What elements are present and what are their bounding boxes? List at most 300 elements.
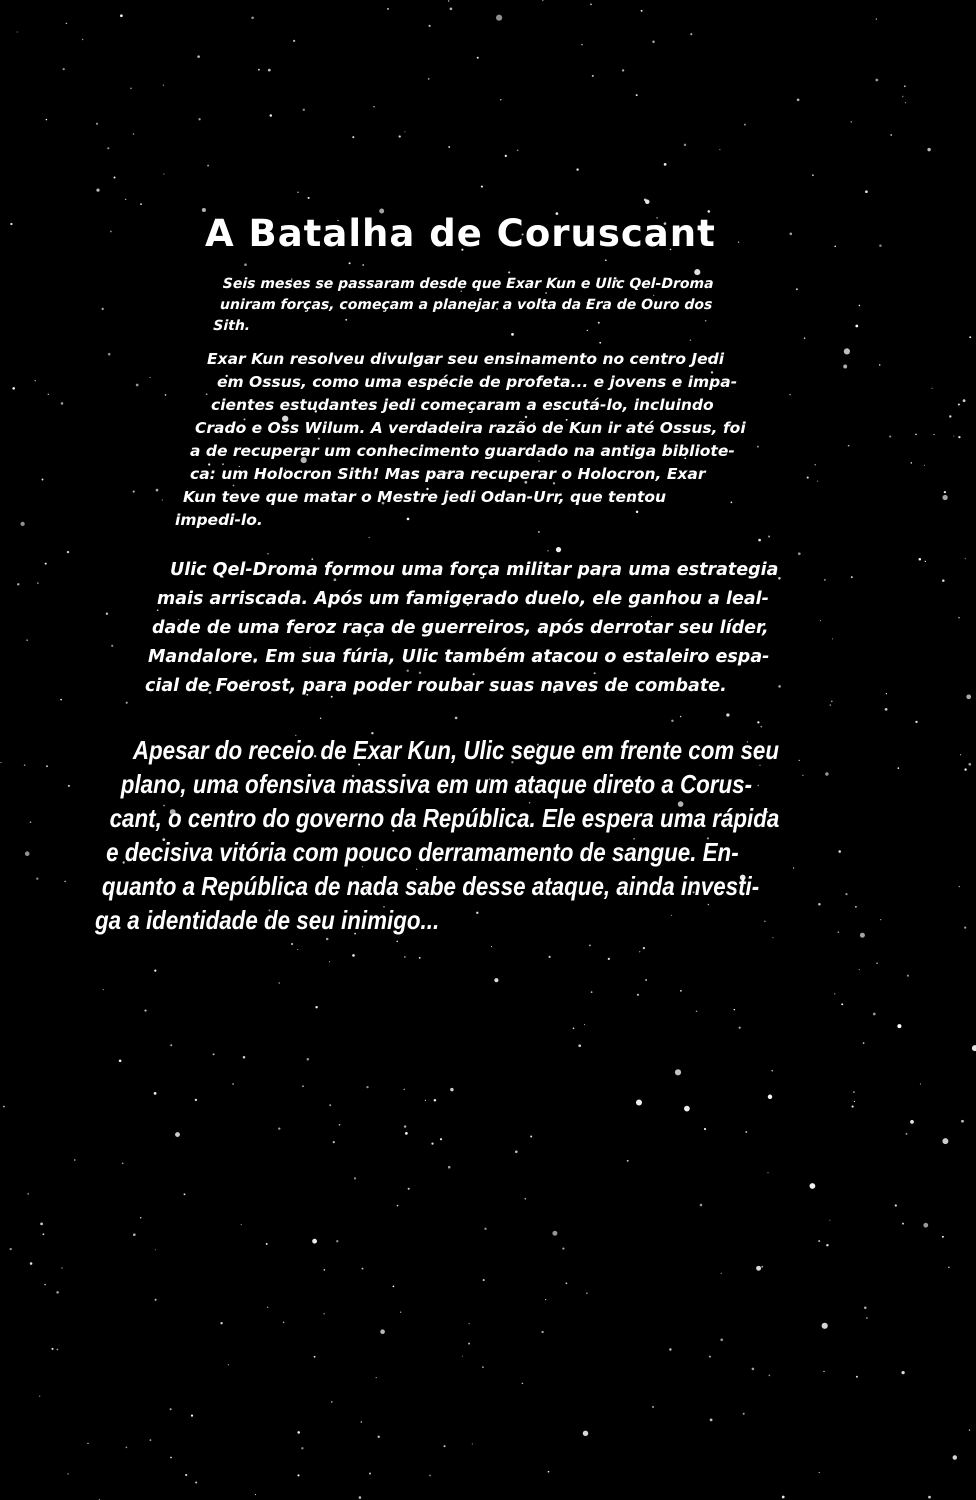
star: [949, 415, 951, 417]
star: [969, 336, 971, 338]
star: [772, 937, 773, 938]
star: [170, 1408, 172, 1410]
star: [314, 1356, 316, 1358]
star: [144, 1010, 146, 1012]
star: [832, 638, 833, 639]
star: [734, 1009, 736, 1011]
star: [3, 1106, 5, 1108]
star: [82, 39, 83, 40]
star: [56, 1349, 58, 1351]
star: [924, 465, 925, 466]
star: [48, 394, 49, 395]
star: [829, 1220, 830, 1221]
star: [636, 1099, 642, 1105]
star: [515, 1150, 518, 1153]
star: [448, 146, 450, 148]
star: [627, 1160, 629, 1162]
star: [895, 1204, 897, 1206]
star: [927, 148, 930, 151]
star: [125, 199, 126, 200]
star: [589, 944, 591, 946]
star: [170, 1044, 172, 1046]
star: [279, 982, 280, 983]
star: [852, 1106, 854, 1108]
star: [972, 1045, 976, 1051]
star: [133, 491, 135, 493]
star: [114, 177, 116, 179]
star: [622, 69, 624, 71]
star: [133, 1233, 136, 1236]
star: [496, 15, 502, 21]
star: [696, 1010, 698, 1012]
star: [863, 1042, 865, 1044]
star: [393, 1286, 395, 1288]
star: [266, 1243, 268, 1245]
star: [757, 446, 759, 448]
star: [834, 993, 835, 994]
star: [834, 245, 836, 247]
paragraph-line: cial de Foerost, para poder roubar suas naves de combate.: [145, 676, 727, 696]
star: [541, 1331, 543, 1333]
star: [291, 943, 293, 945]
star: [838, 850, 841, 853]
star: [255, 1494, 256, 1495]
star: [140, 203, 142, 205]
paragraph-line: impedi-lo.: [175, 511, 263, 529]
star: [796, 288, 798, 290]
star: [953, 436, 954, 437]
star: [361, 1421, 362, 1422]
star: [232, 1083, 234, 1085]
star: [315, 1006, 317, 1008]
star: [67, 1473, 68, 1474]
star: [302, 1085, 304, 1087]
star: [191, 1415, 193, 1417]
star: [720, 1339, 723, 1342]
star: [111, 645, 113, 647]
star: [932, 388, 933, 389]
star: [797, 98, 800, 101]
star: [820, 620, 821, 621]
star: [961, 1120, 964, 1123]
star: [326, 938, 329, 941]
star: [35, 380, 36, 381]
paragraph-line: e decisiva vitória com pouco derramamento de sangue. En-: [106, 837, 739, 867]
paragraph-line: dade de uma feroz raça de guerreiros, após derrotar seu líder,: [152, 618, 769, 638]
star: [283, 1322, 285, 1324]
star: [860, 933, 865, 938]
star: [64, 881, 66, 883]
star: [376, 1377, 377, 1378]
star: [968, 763, 971, 766]
star: [440, 1138, 442, 1140]
star: [680, 990, 682, 992]
star: [902, 1223, 904, 1225]
star: [700, 1204, 703, 1207]
star: [251, 16, 254, 19]
star: [901, 1371, 904, 1374]
star: [919, 558, 922, 561]
paragraph-line: Apesar do receio de Exar Kun, Ulic segue em frente com seu: [132, 735, 780, 765]
star: [652, 1406, 654, 1408]
star: [864, 1306, 867, 1309]
star: [241, 1224, 242, 1225]
star: [126, 1447, 128, 1449]
star: [419, 957, 421, 959]
star: [387, 8, 389, 10]
star: [815, 464, 816, 465]
star: [841, 1003, 843, 1005]
paragraph-line: a de recuperar um conhecimento guardado na antiga bibliote-: [190, 442, 735, 460]
star: [336, 1240, 338, 1242]
star: [807, 477, 809, 479]
star: [793, 867, 794, 868]
star: [824, 579, 826, 581]
star: [739, 1027, 741, 1029]
paragraph-line: Mandalore. Em sua fúria, Ulic também atacou o estaleiro espa-: [148, 647, 770, 667]
star: [40, 1223, 43, 1226]
star: [477, 57, 479, 59]
star: [61, 402, 64, 405]
star: [709, 1356, 711, 1358]
star: [448, 0, 449, 1]
star: [873, 1013, 876, 1016]
star: [831, 701, 833, 703]
star: [830, 704, 831, 705]
star: [855, 906, 857, 908]
star: [404, 1089, 405, 1090]
star: [848, 445, 850, 447]
star: [1, 762, 2, 763]
star: [469, 1323, 470, 1324]
star: [293, 40, 295, 42]
star: [960, 754, 961, 755]
star: [761, 1266, 763, 1268]
star: [12, 387, 15, 390]
star: [494, 978, 498, 982]
star: [156, 489, 159, 492]
star: [845, 893, 847, 895]
star: [910, 1120, 914, 1124]
star: [195, 1481, 197, 1483]
intro-paragraph-1: [199, 274, 714, 337]
star: [67, 551, 69, 553]
star: [904, 85, 906, 87]
star: [150, 377, 151, 378]
star: [297, 191, 299, 193]
star: [584, 1024, 585, 1025]
star: [876, 18, 877, 19]
star: [958, 436, 960, 438]
star: [220, 1322, 222, 1324]
star: [573, 1027, 575, 1029]
star: [243, 1056, 246, 1059]
paragraph-line: Kun teve que matar o Mestre jedi Odan-Urr, que tentou: [183, 488, 667, 506]
star: [851, 121, 852, 122]
star: [404, 131, 405, 132]
star: [333, 1141, 335, 1143]
star: [431, 1142, 433, 1144]
star: [545, 1299, 546, 1300]
paragraph-line: Exar Kun resolveu divulgar seu ensinamento no centro Jedi: [207, 350, 725, 368]
star: [804, 338, 805, 339]
paragraph-line: cant, o centro do governo da República. Ele espera uma rápida: [109, 803, 780, 833]
star: [778, 577, 781, 580]
star: [331, 1401, 333, 1403]
star: [525, 1198, 527, 1200]
star: [258, 69, 260, 71]
star: [844, 348, 850, 354]
star: [468, 1343, 470, 1345]
star: [37, 582, 38, 583]
star: [25, 851, 30, 856]
star: [106, 613, 108, 615]
star: [798, 552, 801, 555]
star: [726, 713, 729, 716]
star: [645, 200, 650, 205]
star: [185, 1474, 187, 1476]
star: [396, 941, 398, 943]
star: [448, 1166, 451, 1169]
star: [505, 155, 507, 157]
star: [481, 186, 483, 188]
star: [825, 772, 828, 775]
star: [359, 1496, 362, 1499]
star: [890, 134, 892, 136]
star: [556, 547, 561, 552]
star: [30, 821, 32, 823]
star: [915, 434, 917, 436]
star: [802, 775, 803, 776]
star: [743, 1413, 745, 1415]
star: [522, 1383, 524, 1385]
star: [637, 994, 639, 996]
paragraph-line: plano, uma ofensiva massiva em um ataque direto a Corus-: [120, 769, 753, 799]
star: [911, 462, 913, 464]
star: [690, 340, 691, 341]
star: [897, 767, 899, 769]
star: [771, 1070, 773, 1072]
star: [817, 481, 818, 482]
star: [925, 561, 926, 562]
star: [756, 1266, 761, 1271]
star: [96, 123, 98, 125]
star: [586, 1293, 587, 1294]
star: [818, 1240, 820, 1242]
intro-paragraph-4: [95, 733, 779, 937]
star: [745, 1131, 747, 1133]
star: [552, 1231, 557, 1236]
star: [778, 685, 781, 688]
star: [43, 1233, 45, 1235]
star: [369, 537, 370, 538]
star: [320, 718, 321, 719]
star: [267, 553, 268, 554]
star: [590, 4, 592, 6]
star: [373, 106, 374, 107]
paragraph-line: cientes estudantes jedi começaram a escutá-lo, incluindo: [211, 396, 714, 414]
star: [542, 0, 543, 1]
star: [425, 1100, 426, 1101]
star: [362, 264, 364, 266]
star: [744, 124, 746, 126]
star: [462, 1356, 463, 1357]
star: [51, 1348, 53, 1350]
star: [907, 975, 909, 977]
star: [964, 927, 966, 929]
star: [889, 435, 891, 437]
star: [719, 149, 720, 150]
star: [915, 721, 917, 723]
star: [721, 1273, 722, 1274]
star: [752, 1368, 755, 1371]
star: [408, 1188, 410, 1190]
star: [905, 102, 906, 103]
star: [964, 768, 966, 770]
star: [66, 23, 68, 25]
star: [789, 394, 791, 396]
star: [170, 1457, 172, 1459]
star: [652, 40, 655, 43]
star: [102, 308, 104, 310]
star: [24, 764, 26, 766]
star: [207, 165, 209, 167]
star: [671, 720, 673, 722]
star: [959, 886, 960, 887]
star: [195, 1099, 197, 1101]
star: [42, 479, 44, 481]
star: [965, 558, 966, 559]
star: [782, 1496, 785, 1499]
star: [349, 262, 351, 264]
star: [96, 188, 99, 191]
star: [942, 495, 947, 500]
star: [400, 1312, 401, 1313]
star: [213, 1053, 215, 1055]
star: [154, 970, 156, 972]
star: [155, 1249, 156, 1250]
star: [944, 491, 946, 493]
star: [17, 583, 19, 585]
star: [297, 949, 298, 950]
star: [690, 33, 692, 35]
star: [150, 1439, 152, 1441]
paragraph-line: ga a identidade de seu inimigo...: [95, 905, 440, 935]
star: [758, 539, 761, 542]
star: [879, 364, 881, 366]
star: [859, 969, 860, 970]
star: [933, 434, 934, 435]
star: [547, 550, 549, 552]
star: [399, 135, 401, 137]
star: [966, 694, 971, 699]
paragraph-line: Sith.: [213, 318, 251, 334]
star: [154, 1092, 157, 1095]
star: [902, 96, 903, 97]
star: [562, 1248, 564, 1250]
paragraph-line: em Ossus, como uma espécie de profeta... e jovens e impa-: [217, 373, 738, 391]
star: [823, 1371, 824, 1372]
star: [329, 1104, 331, 1106]
star: [20, 522, 24, 526]
star: [26, 640, 27, 641]
star: [684, 144, 686, 146]
star: [61, 1267, 62, 1268]
star: [592, 75, 594, 77]
star: [880, 919, 881, 920]
star: [140, 1217, 141, 1218]
star: [443, 1445, 445, 1447]
star: [323, 1313, 325, 1315]
star: [198, 118, 200, 120]
star: [953, 1455, 957, 1459]
star: [110, 231, 112, 233]
star: [639, 951, 640, 952]
star: [530, 1136, 532, 1138]
star: [675, 1069, 681, 1075]
star: [44, 1284, 45, 1285]
paragraph-line: uniram forças, começam a planejar a volta da Era de Ouro dos: [219, 297, 713, 313]
star: [405, 1132, 408, 1135]
star: [664, 163, 667, 166]
star: [339, 1124, 341, 1126]
star: [108, 353, 111, 356]
star: [27, 1193, 29, 1195]
star: [812, 174, 814, 176]
star: [278, 1127, 280, 1129]
star: [30, 1262, 33, 1265]
star: [790, 233, 793, 236]
star: [308, 197, 310, 199]
star: [483, 1279, 485, 1281]
star: [875, 79, 878, 82]
star: [107, 147, 109, 149]
star: [56, 1291, 59, 1294]
star: [854, 1101, 855, 1102]
star: [760, 726, 762, 728]
star: [948, 1267, 949, 1268]
star: [810, 1183, 816, 1189]
star: [46, 119, 47, 120]
star: [851, 576, 853, 578]
star: [767, 1172, 768, 1173]
paragraph-line: Seis meses se passaram desde que Exar Kun e Ulic Qel-Droma: [222, 276, 714, 292]
star: [133, 133, 135, 135]
star: [958, 403, 960, 405]
star: [184, 1193, 186, 1195]
star: [352, 136, 354, 138]
star: [641, 10, 643, 12]
star: [163, 85, 164, 86]
star: [963, 399, 966, 402]
star: [10, 223, 12, 225]
star: [942, 1236, 944, 1238]
star: [175, 1132, 180, 1137]
star: [856, 1376, 858, 1378]
star: [605, 259, 607, 261]
star: [472, 1443, 473, 1444]
star: [303, 109, 305, 111]
star: [819, 1472, 820, 1473]
star: [886, 693, 887, 694]
star: [684, 1106, 690, 1112]
star: [958, 617, 960, 619]
intro-paragraph-2: [160, 348, 746, 532]
star: [636, 94, 638, 96]
star: [643, 947, 645, 949]
star: [853, 1091, 855, 1093]
star: [267, 1307, 268, 1308]
